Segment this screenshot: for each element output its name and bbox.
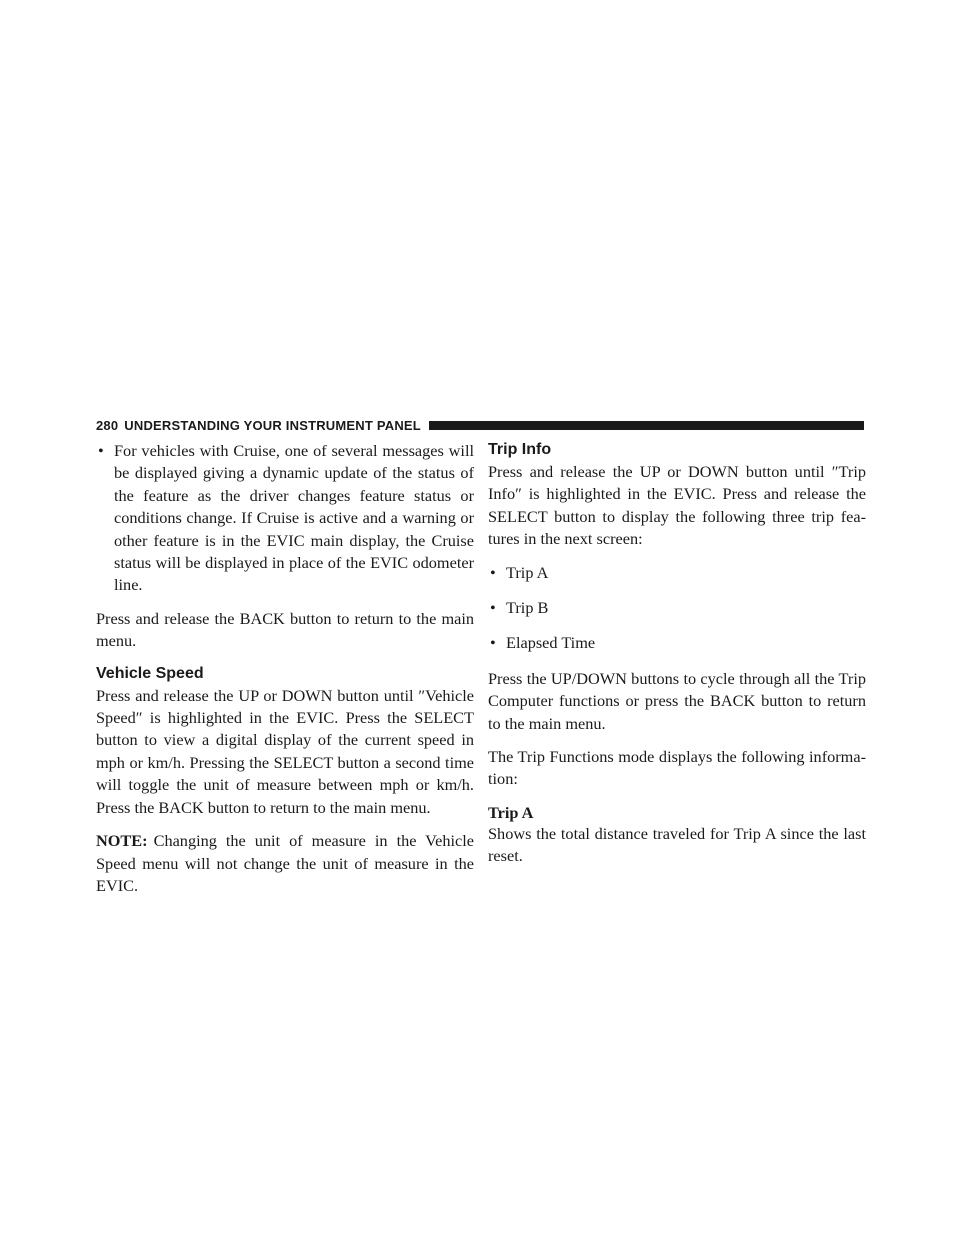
- section-title: UNDERSTANDING YOUR INSTRUMENT PANEL: [124, 417, 421, 433]
- right-column: [488, 440, 866, 879]
- list-item: [488, 562, 866, 584]
- para-trip-info: Press and release the UP or DOWN button until ″Trip Info″ is highlighted in the EVIC. Press and release the SELECT button to display the following three trip fea-tures in the next screen:: [488, 462, 866, 549]
- bullet-icon: •: [490, 598, 496, 618]
- note-text: Changing the unit of measure in the Vehicle Speed menu will not change the unit of measure in the EVIC.: [96, 831, 474, 895]
- header-rule: [429, 421, 864, 430]
- heading-trip-a: Trip A: [488, 802, 534, 822]
- page-header: [96, 418, 864, 432]
- note-paragraph: [96, 830, 474, 897]
- para-trip-modes: The Trip Functions mode displays the following informa-tion:: [488, 747, 866, 789]
- note-label: NOTE:: [96, 831, 148, 851]
- para-trip-a: Shows the total distance traveled for Trip A since the last reset.: [488, 823, 866, 866]
- bullet-icon: •: [490, 633, 496, 653]
- trip-item-label: Trip B: [506, 598, 549, 618]
- trip-item-label: Trip A: [506, 562, 549, 582]
- list-item: [488, 632, 866, 654]
- heading-trip-info: Trip Info: [488, 441, 552, 458]
- list-item: [488, 597, 866, 619]
- bullet-icon: •: [490, 562, 496, 582]
- trip-item-label: Elapsed Time: [506, 633, 596, 653]
- page-number: 280: [96, 417, 119, 433]
- left-column: [96, 440, 474, 908]
- bullet-cruise-text: For vehicles with Cruise, one of several messages will be displayed giving a dynamic update of the status of the feature as the driver changes feature status or conditions change. If Cruise is active and a warning or other feature is in the EVIC main display, the Cruise status will be displayed in place of the EVIC odometer line.: [114, 441, 474, 595]
- para-back-to-menu: Press and release the BACK button to return to the main menu.: [96, 608, 474, 651]
- bullet-cruise: [96, 440, 474, 597]
- para-cycle: Press the UP/DOWN buttons to cycle through all the Trip Computer functions or press the BACK button to return to the main menu.: [488, 668, 866, 733]
- heading-vehicle-speed: Vehicle Speed: [96, 664, 204, 682]
- trip-items-list: [488, 562, 866, 655]
- bullet-icon: •: [98, 441, 104, 460]
- para-vehicle-speed: Press and release the UP or DOWN button until ″Vehicle Speed″ is highlighted in the EVIC. Press the SELECT button to view a digital display of the current speed in mph or km/h. Pressing the SELECT button a second time will toggle the unit of measure between mph or km/h. Press the BACK button to return to the main menu.: [96, 685, 474, 817]
